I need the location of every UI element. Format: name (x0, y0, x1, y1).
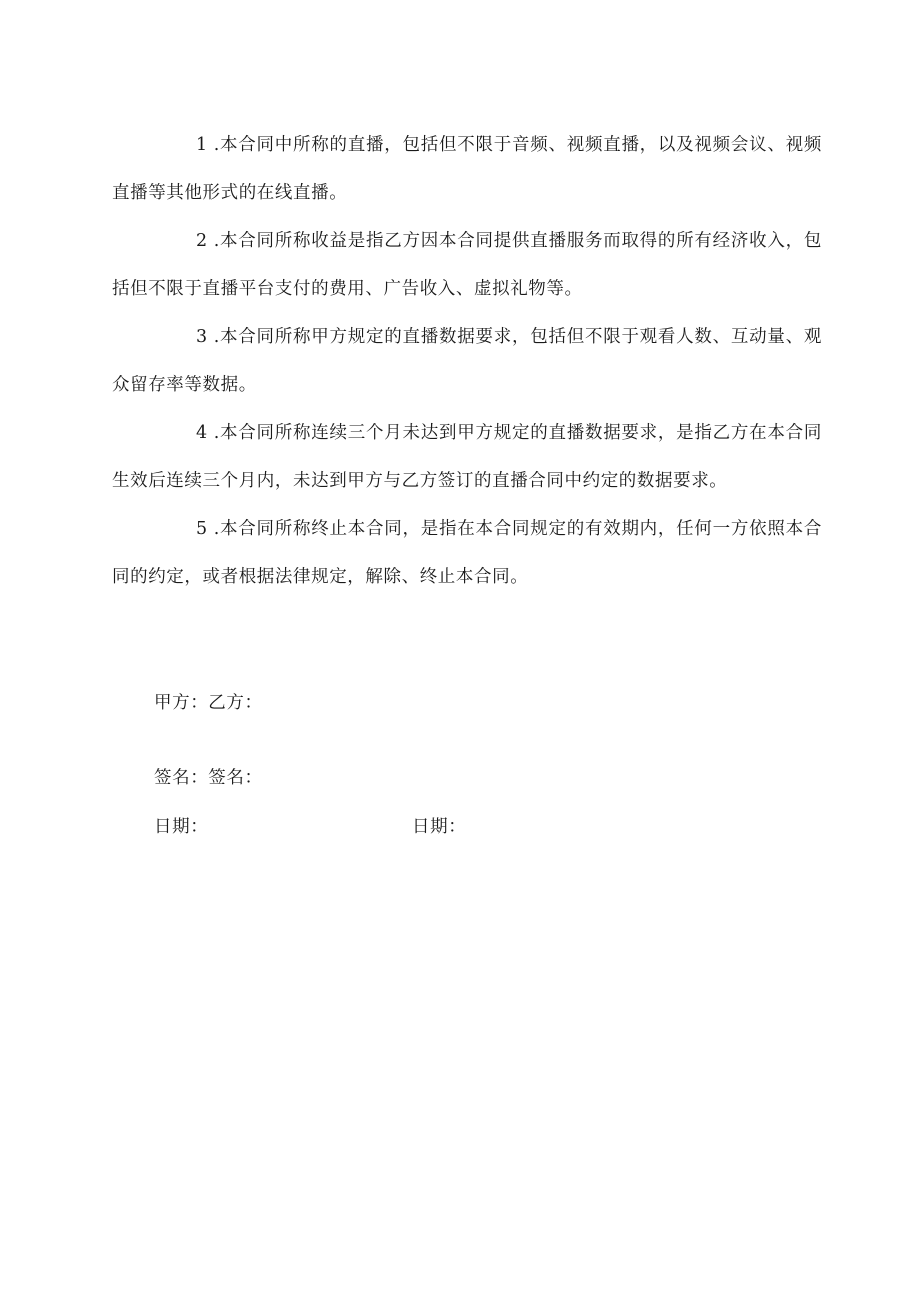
party-a-date-label: 日期： (154, 817, 209, 837)
clause-number: 4 (196, 423, 208, 443)
signature-line: 签名：签名： (154, 768, 263, 788)
definitions-section (112, 121, 822, 601)
clause-text: .本合同所称甲方规定的直播数据要求，包括但不限于观看人数、互动量、观众留存率等数据。 (112, 327, 822, 395)
clause-5 (112, 505, 822, 601)
clause-1 (112, 121, 822, 217)
party-b-date-label: 日期： (412, 817, 467, 837)
clause-4 (112, 409, 822, 505)
clause-text: .本合同所称收益是指乙方因本合同提供直播服务而取得的所有经济收入，包括但不限于直播平台支付的费用、广告收入、虚拟礼物等。 (112, 231, 822, 299)
clause-3 (112, 313, 822, 409)
clause-2 (112, 217, 822, 313)
clause-number: 5 (196, 519, 208, 539)
clause-number: 1 (196, 135, 208, 155)
clause-number: 2 (196, 231, 208, 251)
clause-text: .本合同所称连续三个月未达到甲方规定的直播数据要求，是指乙方在本合同生效后连续三个月内，未达到甲方与乙方签订的直播合同中约定的数据要求。 (112, 423, 822, 491)
clause-text: .本合同所称终止本合同，是指在本合同规定的有效期内，任何一方依照本合同的约定，或者根据法律规定，解除、终止本合同。 (112, 519, 822, 587)
clause-text: .本合同中所称的直播，包括但不限于音频、视频直播，以及视频会议、视频直播等其他形式的在线直播。 (112, 135, 822, 203)
parties-line: 甲方：乙方： (154, 693, 263, 713)
clause-number: 3 (196, 327, 208, 347)
